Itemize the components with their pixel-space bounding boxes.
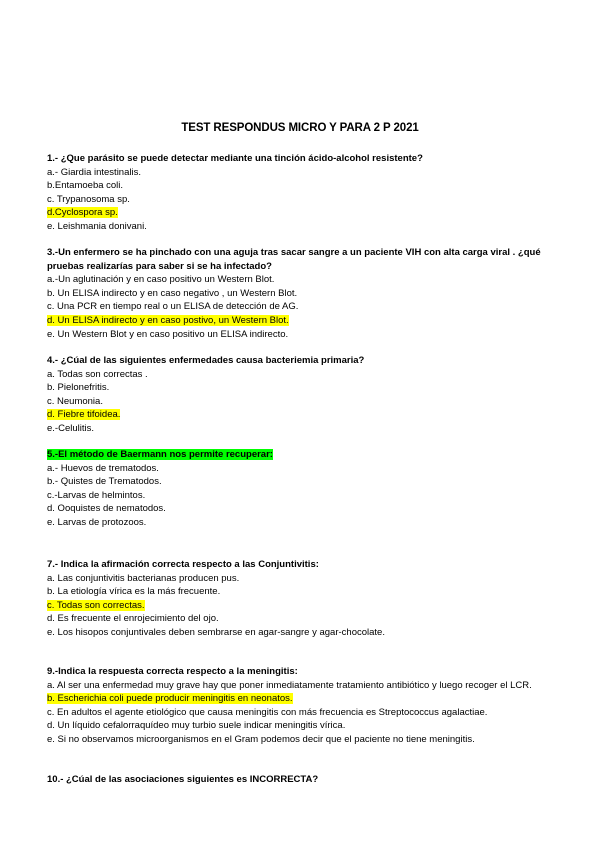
option-c xyxy=(47,300,557,314)
answer-highlight: b. Escherichia coli puede producir meningitis en neonatos. xyxy=(47,693,293,705)
option-e: e. Larvas de protozoos. xyxy=(47,516,147,528)
option-e: e. Leishmania donivani. xyxy=(47,220,147,232)
option-b: b.- Quistes de Trematodos. xyxy=(47,476,162,488)
stem-highlight: 5.-El método de Baermann nos permite recuperar: xyxy=(47,449,273,460)
option-a: a.-Un aglutinación y en caso positivo un Western Blot. xyxy=(47,274,275,286)
option-a: a. Las conjuntivitis bacterianas producen pus. xyxy=(47,572,240,584)
option-c: c. Trypanosoma sp. xyxy=(47,193,130,205)
option-a: a. Todas son correctas . xyxy=(47,368,148,380)
question-stem: 9.-Indica la respuesta correcta respecto a la meningitis: xyxy=(47,666,298,677)
answer-highlight: d. Un ELISA indirecto y en caso postivo, un Western Blot. xyxy=(47,314,289,326)
option-d: d. Es frecuente el enrojecimiento del ojo. xyxy=(47,613,219,625)
question-stem: 4.- ¿Cúal de las siguientes enfermedades causa bacteriemia primaria? xyxy=(47,355,365,366)
option-d-answer xyxy=(47,206,557,220)
test-title: TEST RESPONDUS MICRO Y PARA 2 P 2021 xyxy=(181,122,419,134)
question-3 xyxy=(47,246,557,341)
option-e: e. Si no observamos microorganismos en el Gram podemos decir que el paciente no tiene meningitis. xyxy=(47,733,475,745)
option-c-answer xyxy=(47,599,557,613)
option-d: d. Un líquido cefalorraquídeo muy turbio suele indicar meningitis vírica. xyxy=(47,720,346,732)
question-stem: 7.- Indica la afirmación correcta respecto a las Conjuntivitis: xyxy=(47,559,319,570)
option-a: a.- Huevos de trematodos. xyxy=(47,462,159,474)
question-stem xyxy=(47,448,557,462)
option-d-answer xyxy=(47,314,557,328)
question-4 xyxy=(47,354,557,436)
answer-highlight: d. Fiebre tifoidea. xyxy=(47,409,121,421)
option-e: e. Un Western Blot y en caso positivo un ELISA indirecto. xyxy=(47,328,289,340)
option-d-answer xyxy=(47,408,557,422)
option-e: e.-Celulitis. xyxy=(47,422,94,434)
question-stem: 3.-Un enfermero se ha pinchado con una aguja tras sacar sangre a un paciente VIH con alta carga viral . ¿qué pruebas realizarías para saber si se ha infectado? xyxy=(47,247,541,272)
option-b: b.Entamoeba coli. xyxy=(47,180,124,192)
option-a: a. Al ser una enfermedad muy grave hay que poner inmediatamente tratamiento antibiótico y luego recoger el LCR. xyxy=(47,679,532,691)
option-b-answer xyxy=(47,692,557,706)
question-7 xyxy=(47,558,557,640)
option-b: b. Pielonefritis. xyxy=(47,382,110,394)
option-c: c.-Larvas de helmintos. xyxy=(47,489,146,501)
option-b: b. Un ELISA indirecto y en caso negativo , un Western Blot. xyxy=(47,287,298,299)
question-10 xyxy=(47,773,557,787)
question-5 xyxy=(47,448,557,530)
option-b: b. La etiología vírica es la más frecuente. xyxy=(47,586,221,598)
option-a: a.- Giardia intestinalis. xyxy=(47,166,141,178)
option-c: c. En adultos el agente etiológico que causa meningitis con más frecuencia es Streptococcus agalactiae. xyxy=(47,706,488,718)
answer-highlight: d.Cyclospora sp. xyxy=(47,207,118,219)
answer-highlight: c. Todas son correctas. xyxy=(47,599,145,611)
question-stem: 1.- ¿Que parásito se puede detectar mediante una tinción ácido-alcohol resistente? xyxy=(47,153,423,164)
option-c-text: c. Una PCR en tiempo real o un ELISA de detección de AG. xyxy=(47,301,299,313)
question-9 xyxy=(47,665,557,747)
option-e: e. Los hisopos conjuntivales deben sembrarse en agar-sangre y agar-chocolate. xyxy=(47,626,385,638)
question-1 xyxy=(47,152,557,234)
option-c: c. Neumonia. xyxy=(47,395,103,407)
option-d: d. Ooquistes de nematodos. xyxy=(47,503,166,515)
question-stem: 10.- ¿Cúal de las asociaciones siguientes es INCORRECTA? xyxy=(47,774,319,785)
